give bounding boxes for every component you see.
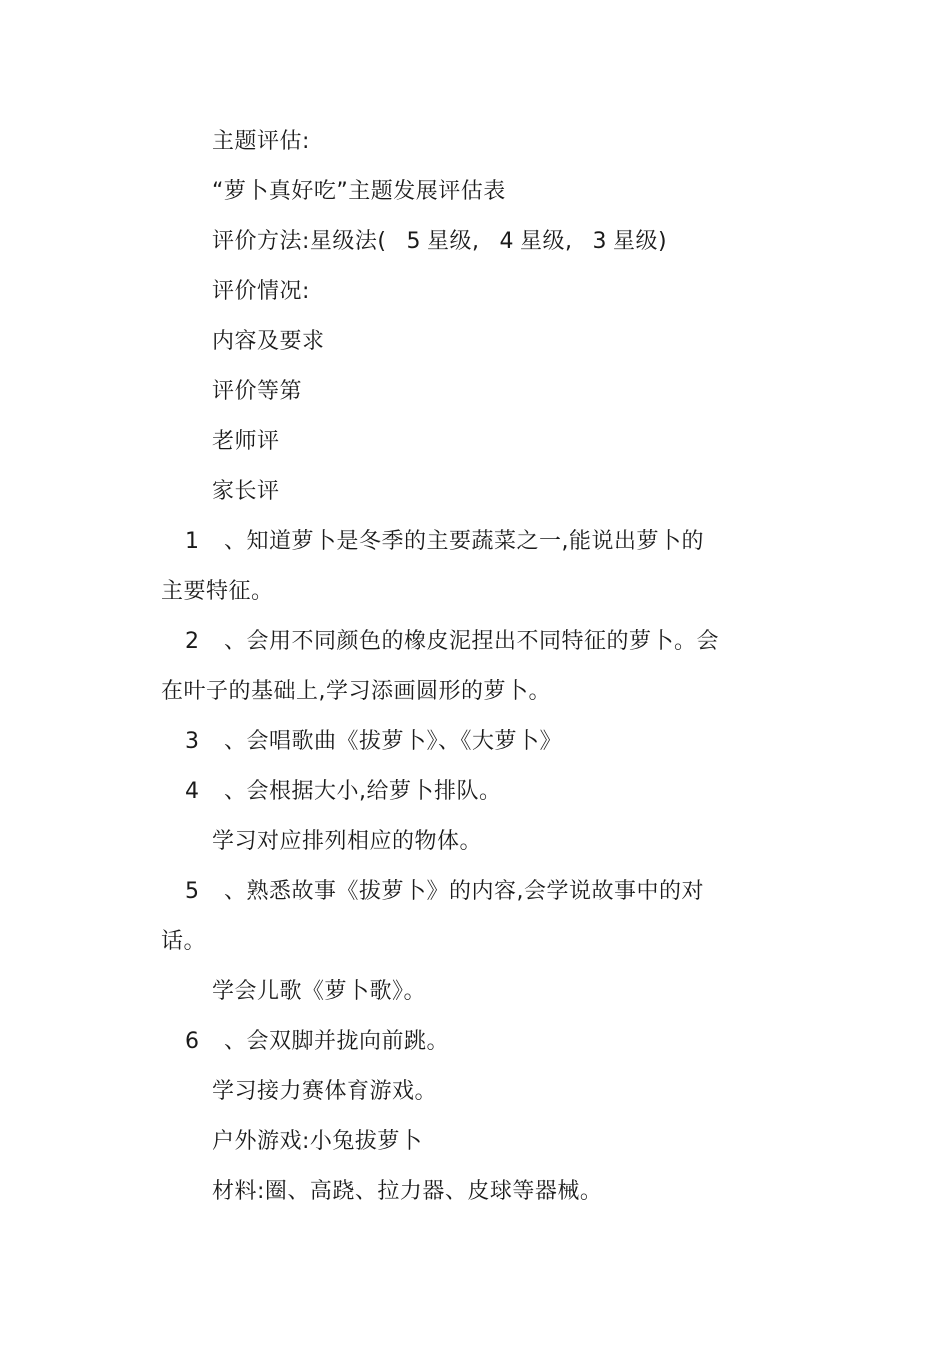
- evaluation-table-title: “萝卜真好吃”主题发展评估表: [212, 179, 506, 204]
- star-level-4: 4: [499, 229, 514, 254]
- section-heading-theme-evaluation: 主题评估:: [212, 129, 310, 154]
- item-number: 3: [185, 729, 200, 754]
- outdoor-game-line: 户外游戏:小兔拔萝卜: [212, 1129, 423, 1154]
- item-text: 、会唱歌曲《拔萝卜》、《大萝卜》: [224, 729, 563, 754]
- study-line-relay: 学习接力赛体育游戏。: [212, 1079, 438, 1104]
- item-text: 、知道萝卜是冬季的主要蔬菜之一,能说出萝卜的: [224, 529, 704, 554]
- item-number: 1: [185, 529, 200, 554]
- item-text: 、会双脚并拢向前跳。: [224, 1029, 450, 1054]
- item-number: 5: [185, 879, 200, 904]
- star-text-b: 星级,: [520, 229, 573, 254]
- method-label: 评价方法:星级法(: [212, 229, 387, 254]
- star-level-3: 3: [592, 229, 607, 254]
- parent-evaluation-label: 家长评: [212, 479, 280, 504]
- item-text: 、会根据大小,给萝卜排队。: [224, 779, 502, 804]
- star-text-c: 星级): [613, 229, 668, 254]
- item-continuation: 在叶子的基础上,学习添画圆形的萝卜。: [161, 679, 551, 704]
- item-text: 、熟悉故事《拔萝卜》的内容,会学说故事中的对: [224, 879, 704, 904]
- item-number: 4: [185, 779, 200, 804]
- study-line-rhyme: 学会儿歌《萝卜歌》。: [212, 979, 427, 1004]
- evaluation-status-label: 评价情况:: [212, 279, 310, 304]
- content-requirements-label: 内容及要求: [212, 329, 325, 354]
- item-text: 、会用不同颜色的橡皮泥捏出不同特征的萝卜。会: [224, 629, 720, 654]
- item-continuation: 主要特征。: [161, 579, 274, 604]
- item-continuation: 话。: [161, 929, 207, 954]
- star-text-a: 星级,: [427, 229, 480, 254]
- evaluation-grade-label: 评价等第: [212, 379, 303, 404]
- item-number: 2: [185, 629, 200, 654]
- star-level-5: 5: [406, 229, 421, 254]
- materials-line: 材料:圈、高跷、拉力器、皮球等器械。: [212, 1179, 603, 1204]
- study-line-arrangement: 学习对应排列相应的物体。: [212, 829, 483, 854]
- evaluation-method-line: [212, 227, 667, 257]
- teacher-evaluation-label: 老师评: [212, 429, 280, 454]
- item-number: 6: [185, 1029, 200, 1054]
